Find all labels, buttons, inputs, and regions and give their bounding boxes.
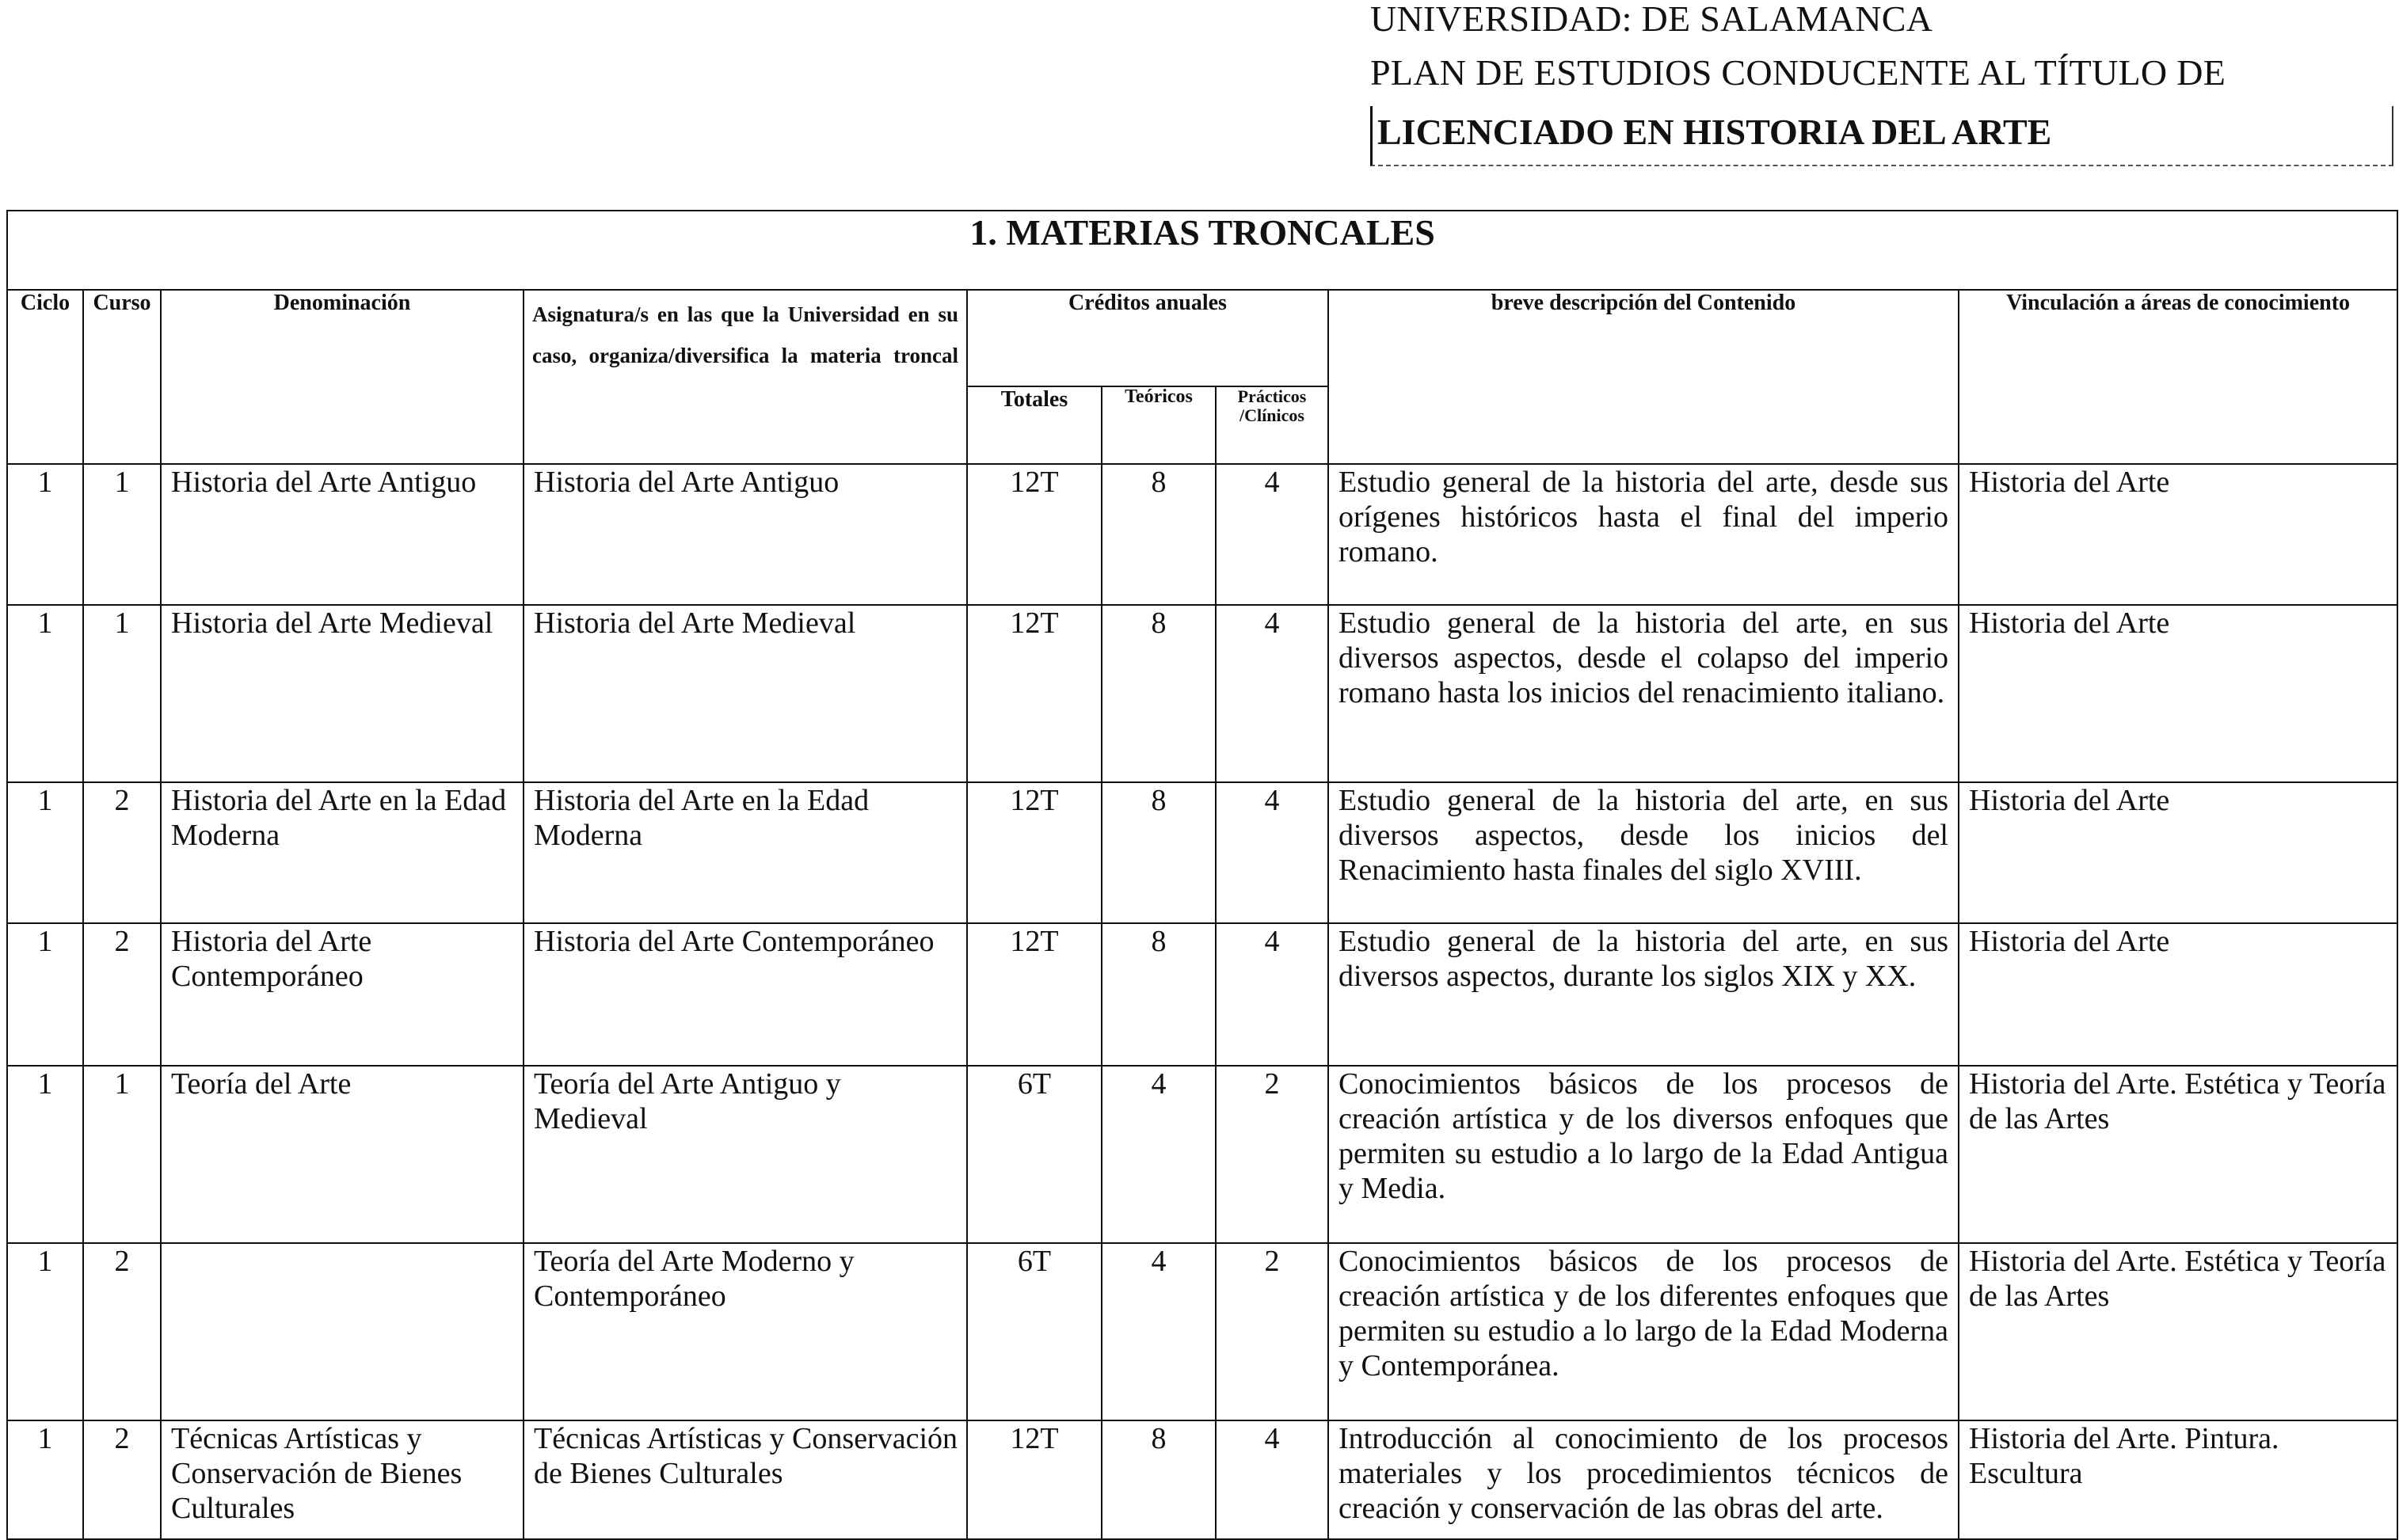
header-curso: Curso (83, 290, 161, 464)
cell-asignatura: Teoría del Arte Antiguo y Medieval (524, 1066, 967, 1243)
cell-asignatura: Historia del Arte Antiguo (524, 464, 967, 605)
cell-totales: 12T (967, 1420, 1102, 1539)
cell-curso: 2 (83, 923, 161, 1066)
degree-title: LICENCIADO EN HISTORIA DEL ARTE (1377, 112, 2052, 152)
cell-ciclo: 1 (7, 923, 83, 1066)
subjects-table (6, 210, 2398, 1540)
cell-denominacion (161, 1243, 524, 1420)
cell-practicos: 4 (1216, 605, 1328, 782)
cell-ciclo: 1 (7, 605, 83, 782)
cell-denominacion: Teoría del Arte (161, 1066, 524, 1243)
table-row (7, 923, 2397, 1066)
cell-vinculacion: Historia del Arte (1959, 605, 2397, 782)
table-row (7, 1420, 2397, 1539)
cell-practicos: 4 (1216, 923, 1328, 1066)
cell-curso: 2 (83, 1420, 161, 1539)
cell-asignatura: Historia del Arte en la Edad Moderna (524, 782, 967, 923)
table-title: 1. MATERIAS TRONCALES (7, 211, 2397, 290)
cell-teoricos: 8 (1102, 605, 1216, 782)
cell-ciclo: 1 (7, 1243, 83, 1420)
cell-teoricos: 4 (1102, 1243, 1216, 1420)
cell-totales: 12T (967, 464, 1102, 605)
cell-vinculacion: Historia del Arte (1959, 782, 2397, 923)
cell-totales: 6T (967, 1243, 1102, 1420)
header-teoricos: Teóricos (1102, 386, 1216, 464)
cell-ciclo: 1 (7, 464, 83, 605)
university-name: UNIVERSIDAD: DE SALAMANCA (1370, 0, 1933, 39)
subjects-table-wrapper (6, 210, 2397, 1530)
cell-curso: 1 (83, 1066, 161, 1243)
cell-asignatura: Historia del Arte Contemporáneo (524, 923, 967, 1066)
cell-practicos: 4 (1216, 782, 1328, 923)
header-asignaturas: Asignatura/s en las que la Universidad en su caso, organiza/diversifica la materia troncal (524, 290, 967, 464)
cell-practicos: 4 (1216, 464, 1328, 605)
cell-vinculacion: Historia del Arte (1959, 464, 2397, 605)
cell-totales: 6T (967, 1066, 1102, 1243)
table-row (7, 782, 2397, 923)
header-denominacion: Denominación (161, 290, 524, 464)
cell-teoricos: 8 (1102, 782, 1216, 923)
cell-denominacion: Historia del Arte Contemporáneo (161, 923, 524, 1066)
cell-teoricos: 8 (1102, 1420, 1216, 1539)
cell-descripcion: Estudio general de la historia del arte, en sus diversos aspectos, desde el colapso del imperio romano hasta los inicios del renacimiento italiano. (1328, 605, 1959, 782)
cell-teoricos: 8 (1102, 923, 1216, 1066)
header-descripcion: breve descripción del Contenido (1328, 290, 1959, 464)
cell-ciclo: 1 (7, 782, 83, 923)
header-practicos: Prácticos /Clínicos (1216, 386, 1328, 464)
table-row (7, 1066, 2397, 1243)
degree-box (1370, 106, 2393, 166)
table-row (7, 605, 2397, 782)
cell-teoricos: 4 (1102, 1066, 1216, 1243)
cell-vinculacion: Historia del Arte. Estética y Teoría de las Artes (1959, 1243, 2397, 1420)
header-creditos: Créditos anuales (967, 290, 1328, 386)
cell-totales: 12T (967, 605, 1102, 782)
cell-curso: 2 (83, 1243, 161, 1420)
cell-vinculacion: Historia del Arte. Estética y Teoría de las Artes (1959, 1066, 2397, 1243)
cell-ciclo: 1 (7, 1420, 83, 1539)
cell-vinculacion: Historia del Arte. Pintura. Escultura (1959, 1420, 2397, 1539)
plan-title: PLAN DE ESTUDIOS CONDUCENTE AL TÍTULO DE (1370, 52, 2226, 93)
cell-practicos: 4 (1216, 1420, 1328, 1539)
header-vinculacion: Vinculación a áreas de conocimiento (1959, 290, 2397, 464)
cell-teoricos: 8 (1102, 464, 1216, 605)
cell-descripcion: Estudio general de la historia del arte, en sus diversos aspectos, desde los inicios del Renacimiento hasta finales del siglo XVIII. (1328, 782, 1959, 923)
cell-asignatura: Historia del Arte Medieval (524, 605, 967, 782)
cell-practicos: 2 (1216, 1243, 1328, 1420)
cell-descripcion: Estudio general de la historia del arte, desde sus orígenes históricos hasta el final del imperio romano. (1328, 464, 1959, 605)
cell-totales: 12T (967, 923, 1102, 1066)
table-row (7, 1243, 2397, 1420)
cell-ciclo: 1 (7, 1066, 83, 1243)
cell-denominacion: Historia del Arte en la Edad Moderna (161, 782, 524, 923)
cell-denominacion: Técnicas Artísticas y Conservación de Bienes Culturales (161, 1420, 524, 1539)
cell-curso: 1 (83, 464, 161, 605)
header-totales: Totales (967, 386, 1102, 464)
cell-curso: 1 (83, 605, 161, 782)
cell-curso: 2 (83, 782, 161, 923)
cell-practicos: 2 (1216, 1066, 1328, 1243)
cell-denominacion: Historia del Arte Medieval (161, 605, 524, 782)
cell-descripcion: Estudio general de la historia del arte, en sus diversos aspectos, durante los siglos XIX y XX. (1328, 923, 1959, 1066)
cell-asignatura: Técnicas Artísticas y Conservación de Bienes Culturales (524, 1420, 967, 1539)
cell-totales: 12T (967, 782, 1102, 923)
cell-descripcion: Conocimientos básicos de los procesos de creación artística y de los diferentes enfoques que permiten su estudio a lo largo de la Edad Moderna y Contemporánea. (1328, 1243, 1959, 1420)
header-ciclo: Ciclo (7, 290, 83, 464)
cell-denominacion: Historia del Arte Antiguo (161, 464, 524, 605)
cell-asignatura: Teoría del Arte Moderno y Contemporáneo (524, 1243, 967, 1420)
cell-vinculacion: Historia del Arte (1959, 923, 2397, 1066)
cell-descripcion: Conocimientos básicos de los procesos de creación artística y de los diversos enfoques que permiten su estudio a lo largo de la Edad Antigua y Media. (1328, 1066, 1959, 1243)
cell-descripcion: Introducción al conocimiento de los procesos materiales y los procedimientos técnicos de creación y conservación de las obras del arte. (1328, 1420, 1959, 1539)
table-row (7, 464, 2397, 605)
